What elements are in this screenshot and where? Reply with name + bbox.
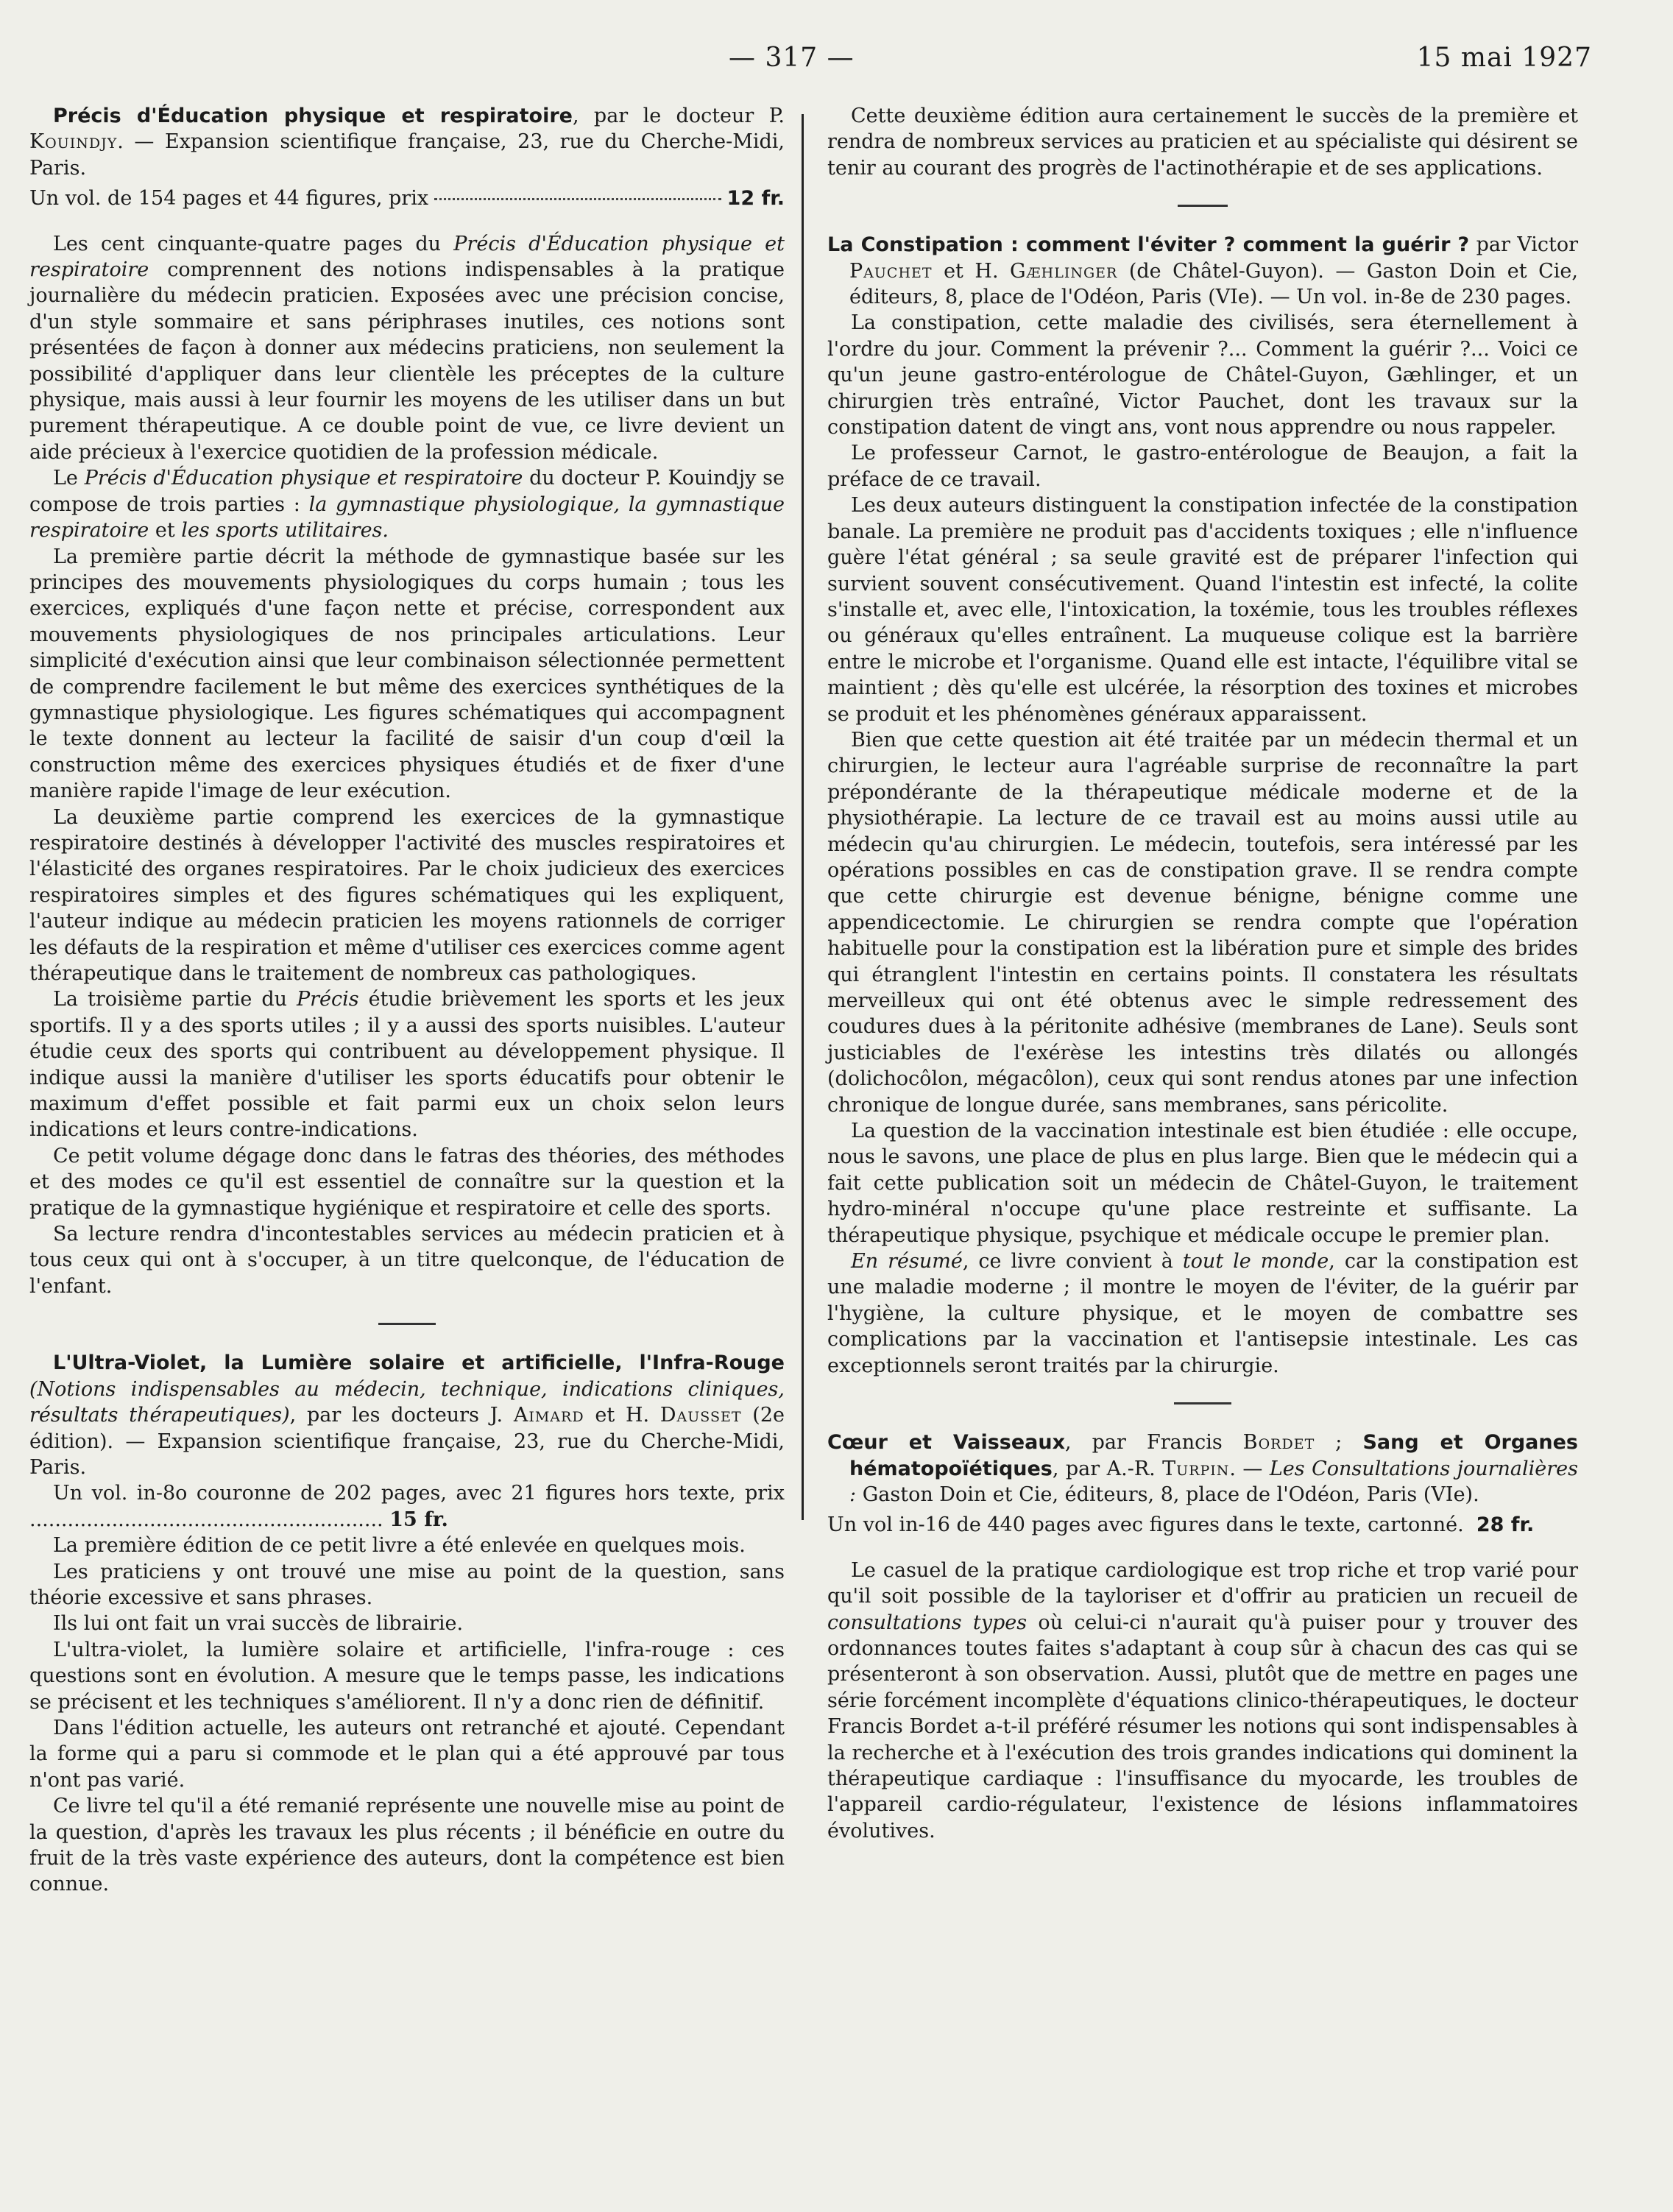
author-name: Aimard (513, 1404, 584, 1427)
price: 28 fr. (1476, 1513, 1535, 1537)
price-line: Un vol in-16 de 440 pages avec figures dans le texte, cartonné. 28 fr. (827, 1512, 1578, 1538)
price: 15 fr. (389, 1508, 448, 1531)
column-divider (802, 114, 804, 1520)
review-ultra-violet (29, 1350, 785, 1898)
review-heading: La Constipation : comment l'éviter ? comment la guérir ? par Victor Pauchet et H. Gæhlinger (de Châtel-Guyon). — Gaston Doin et Cie, éditeurs, 8, place de l'Odéon, Paris (VIe). — Un vol. in-8e de 230 pages. (827, 233, 1578, 309)
dot-leader (434, 198, 721, 200)
section-separator (1178, 205, 1228, 207)
paragraph: Ce petit volume dégage donc dans le fatras des théories, des méthodes et des modes ce qu'il est essentiel de connaître sur la question et la pratique de la gymnastique hygiénique et respiratoire et celle des sports. (29, 1144, 785, 1220)
section-separator (1174, 1402, 1231, 1404)
review-coeur-vaisseaux (827, 1430, 1578, 1844)
paragraph: Le Précis d'Éducation physique et respiratoire du docteur P. Kouindjy se compose de trois parties : la gymnastique physiologique, la gymnastique respiratoire et les sports utilitaires. (29, 467, 785, 543)
paragraph: Ils lui ont fait un vrai succès de librairie. (53, 1612, 464, 1636)
review-heading: Précis d'Éducation physique et respiratoire, par le docteur P. Kouindjy. — Expansion scientifique française, 23, rue du Cherche-Midi, Paris. (29, 105, 785, 180)
left-column (29, 103, 785, 1898)
paragraph: Sa lecture rendra d'incontestables services au médecin praticien et à tous ceux qui ont à s'occuper, à un titre quelconque, de l'éducation de l'enfant. (29, 1223, 785, 1298)
paragraph: Ce livre tel qu'il a été remanié représente une nouvelle mise au point de la question, d'après les travaux les plus récents ; il bénéficie en outre du fruit de la très vaste expérience des auteurs, dont la compétence est bien connue. (29, 1795, 785, 1896)
book-title: Sang et Organes hématopoïétiques (849, 1431, 1578, 1480)
paragraph-continued: Cette deuxième édition aura certainement le succès de la première et rendra de nombreux services au praticien et au spécialiste qui désirent se tenir au courant des progrès de l'actinothérapie et de ses applications. (827, 105, 1578, 180)
author-name: Gæhlinger (1010, 259, 1118, 283)
book-title: L'Ultra-Violet, la Lumière solaire et artificielle, l'Infra-Rouge (53, 1351, 785, 1375)
paragraph: Le professeur Carnot, le gastro-entérologue de Beaujon, a fait la préface de ce travail. (827, 442, 1578, 491)
price-line: Un vol. in-8o couronne de 202 pages, avec 21 figures hors texte, prix ........................................................ 15 fr. (29, 1482, 785, 1531)
issue-date: 15 mai 1927 (1416, 43, 1592, 73)
book-title: Cœur et Vaisseaux (827, 1431, 1066, 1455)
author-name: Kouindjy (29, 130, 118, 154)
page-number: — 317 — (729, 43, 855, 73)
paragraph: Les deux auteurs distinguent la constipation infectée de la constipation banale. La première ne produit pas d'accidents toxiques ; elle n'influence guère l'état général ; sa seule gravité est de préparer l'infection qui survient souvent consécutivement. Quand l'intestin est infecté, la colite s'installe et, avec elle, l'intoxication, la toxémie, tous les troubles réflexes ou généraux qu'elles entraînent. La muqueuse colique est la barrière entre le microbe et l'organisme. Quand elle est intacte, l'équilibre vital se maintient ; dès qu'elle est ulcérée, la résorption des toxines et microbes se produit et les phénomènes généraux apparaissent. (827, 494, 1578, 726)
page-header (0, 43, 1673, 79)
review-heading: L'Ultra-Violet, la Lumière solaire et artificielle, l'Infra-Rouge (Notions indispensables au médecin, technique, indications cliniques, résultats thérapeutiques), par les docteurs J. Aimard et H. Dausset (2e édition). — Expansion scientifique française, 23, rue du Cherche-Midi, Paris. (29, 1351, 785, 1479)
section-separator (378, 1323, 436, 1325)
paragraph: Dans l'édition actuelle, les auteurs ont retranché et ajouté. Cependant la forme qui a paru si commode et le plan qui a été approuvé par tous n'ont pas varié. (29, 1716, 785, 1792)
paragraph: La première partie décrit la méthode de gymnastique basée sur les principes des mouvements physiologiques du corps humain ; tous les exercices, expliqués d'une façon nette et précise, correspondent aux mouvements physiologiques de nos principales articulations. Leur simplicité d'exécution ainsi que leur combinaison sélectionnée permettent de comprendre facilement le but même des exercices synthétiques de la gymnastique physiologique. Les figures schématiques qui accompagnent le texte donnent au lecteur la facilité de saisir d'un coup d'œil la construction même des exercices physiques étudiés et de fixer d'une manière rapide l'image de leur exécution. (29, 545, 785, 803)
right-column (827, 103, 1578, 1844)
book-title: La Constipation : comment l'éviter ? comment la guérir ? (827, 233, 1470, 257)
review-heading: Cœur et Vaisseaux, par Francis Bordet ; Sang et Organes hématopoïétiques, par A.-R. Turpin. — Les Consultations journalières : Gaston Doin et Cie, éditeurs, 8, place de l'Odéon, Paris (VIe). (827, 1431, 1579, 1506)
paragraph: La constipation, cette maladie des civilisés, sera éternellement à l'ordre du jour. Comment la prévenir ?... Comment la guérir ?... Voici ce qu'un jeune gastro-entérologue de Châtel-Guyon, Gæhlinger, et un chirurgien très entraîné, Victor Pauchet, dont les travaux sur la constipation datent de vingt ans, vont nous apprendre ou nous rappeler. (827, 311, 1578, 439)
price-line: Un vol. de 154 pages et 44 figures, prix 12 fr. (29, 185, 785, 211)
paragraph: La question de la vaccination intestinale est bien étudiée : elle occupe, nous le savons, une place de plus en plus large. Bien que le médecin qui a fait cette publication soit un médecin de Châtel-Guyon, le traitement hydro-minéral n'occupe qu'une place restreinte et suffisante. La thérapeutique physique, psychique et médicale occupe le premier plan. (827, 1120, 1578, 1247)
paragraph: La première édition de ce petit livre a été enlevée en quelques mois. (53, 1534, 746, 1558)
price: 12 fr. (726, 187, 785, 211)
author-name: Turpin (1162, 1457, 1230, 1480)
paragraph: L'ultra-violet, la lumière solaire et artificielle, l'infra-rouge : ces questions sont en évolution. A mesure que le temps passe, les indications se précisent et les techniques s'améliorent. Il n'y a donc rien de définitif. (29, 1638, 785, 1714)
paragraph: En résumé, ce livre convient à tout le monde, car la constipation est une maladie moderne ; il montre le moyen de l'éviter, de la guérir par l'hygiène, la culture physique, et le moyen de combattre ses complications par la vaccination et l'antisepsie intestinale. Les cas exceptionnels seront traités par la chirurgie. (827, 1250, 1578, 1377)
book-title: Précis d'Éducation physique et respiratoire (53, 105, 573, 127)
author-name: Dausset (659, 1404, 742, 1427)
paragraph: La troisième partie du Précis étudie brièvement les sports et les jeux sportifs. Il y a des sports utiles ; il y a aussi des sports nuisibles. L'auteur étudie ceux des sports qui contribuent au développement physique. Il indique aussi la manière d'utiliser les sports éducatifs pour obtenir le maximum d'effet possible et fait parmi eux un choix selon leurs indications et leurs contre-indications. (29, 988, 785, 1142)
review-constipation (827, 232, 1578, 1379)
author-name: Bordet (1242, 1431, 1315, 1455)
review-education-physique (29, 103, 785, 1299)
paragraph: La deuxième partie comprend les exercices de la gymnastique respiratoire destinés à développer l'activité des muscles respiratoires et l'élasticité des organes respiratoires. Par le choix judicieux des exercices respiratoires simples et des figures schématiques qui les expliquent, l'auteur indique au médecin praticien les moyens rationnels de corriger les défauts de la respiration et même d'utiliser ces exercices comme agent thérapeutique dans le traitement de nombreux cas pathologiques. (29, 805, 785, 985)
author-name: Pauchet (849, 259, 933, 283)
paragraph: Les cent cinquante-quatre pages du Précis d'Éducation physique et respiratoire comprennent des notions indispensables à la pratique journalière du médecin praticien. Exposées avec une précision concise, d'un style sommaire et sans périphrases inutiles, ces notions sont présentées de façon à donner aux médecins praticiens, non seulement la possibilité d'appliquer dans leur clientèle les préceptes de la culture physique, mais aussi à leur fournir les moyens de les utiliser dans un but purement thérapeutique. A ce double point de vue, ce livre devient un aide précieux à l'exercice quotidien de la profession médicale. (29, 232, 785, 464)
paragraph: Le casuel de la pratique cardiologique est trop riche et trop varié pour qu'il soit possible de la tayloriser et d'offrir au praticien un recueil de consultations types où celui-ci n'aurait qu'à puiser pour y trouver des ordonnances toutes faites s'adaptant à coup sûr à chacun des cas qui se présenteront à son observation. Aussi, plutôt que de mettre en pages une série forcément incomplète d'équations clinico-thérapeutiques, le docteur Francis Bordet a-t-il préféré résumer les notions qui sont indispensables à la recherche et à l'exécution des trois grandes indications qui dominent la thérapeutique cardiaque : l'insuffisance du myocarde, les troubles de l'appareil cardio-régulateur, l'existence de lésions inflammatoires évolutives. (827, 1558, 1578, 1842)
paragraph: Bien que cette question ait été traitée par un médecin thermal et un chirurgien, le lecteur aura l'agréable surprise de reconnaître la part prépondérante de la thérapeutique médicale moderne et de la physiothérapie. La lecture de ce travail est au moins aussi utile au médecin qu'au chirurgien. Le médecin, toutefois, sera intéressé par les opérations possibles en cas de constipation grave. Il se rendra compte que cette chirurgie est devenue bénigne, bénigne comme une appendicectomie. Le chirurgien se rendra compte que l'opération habituelle pour la constipation est la libération pure et simple des brides qui étranglent l'intestin en certains points. Il constatera les résultats merveilleux qui ont été obtenus avec le simple redressement des coudures dues à la péritonite adhésive (membranes de Lane). Seuls sont justiciables de l'exérèse les intestins très dilatés ou allongés (dolichocôlon, mégacôlon), ceux qui sont rendus atones par une infection chronique de longue durée, sans membranes, sans péricolite. (827, 728, 1578, 1117)
paragraph: Les praticiens y ont trouvé une mise au point de la question, sans théorie excessive et sans phrases. (29, 1560, 785, 1609)
